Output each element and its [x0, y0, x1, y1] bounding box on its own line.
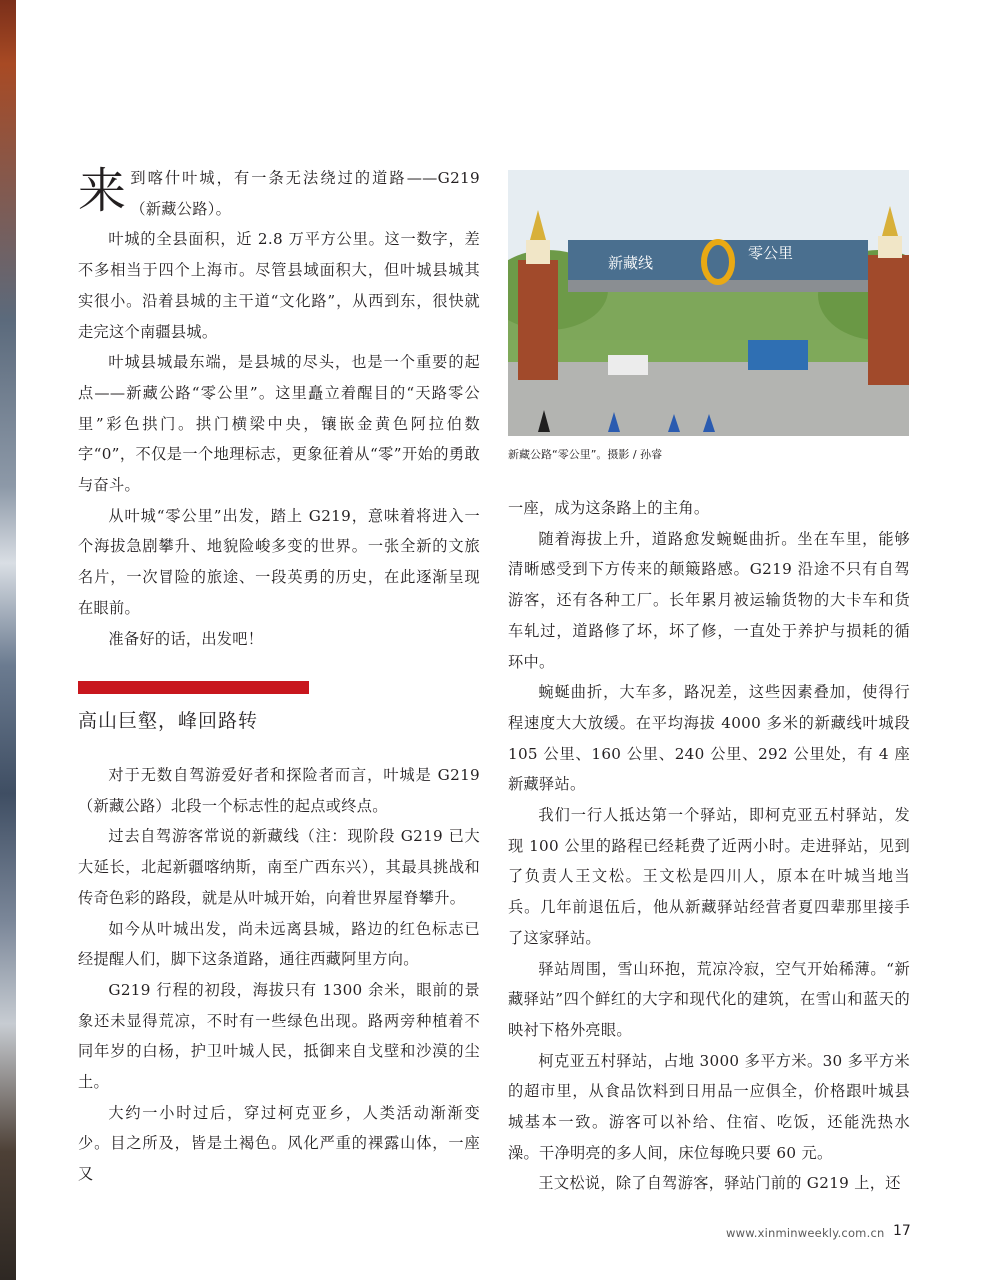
body-paragraph: 对于无数自驾游爱好者和探险者而言，叶城是 G219（新藏公路）北段一个标志性的起点或终点。 [78, 766, 480, 815]
body-paragraph: 驿站周围，雪山环抱，荒凉冷寂，空气开始稀薄。“新藏驿站”四个鲜红的大字和现代化的建筑，在雪山和蓝天的映衬下格外亮眼。 [508, 959, 910, 1039]
body-paragraph: 叶城县城最东端，是县城的尽头，也是一个重要的起点——新藏公路“零公里”。这里矗立着醒目的“天路零公里”彩色拱门。拱门横梁中央，镶嵌金黄色阿拉伯数字“0”，不仅是一个地理标志，更象征着从“零”开始的勇敢与奋斗。 [78, 353, 480, 495]
section-title: 高山巨壑，峰回路转 [78, 710, 259, 732]
opening-paragraph [78, 163, 480, 224]
body-paragraph: 如今从叶城出发，尚未远离县城，路边的红色标志已经提醒人们，脚下这条道路，通往西藏阿里方向。 [78, 919, 480, 969]
continuation-paragraph: 一座，成为这条路上的主角。 [508, 499, 710, 517]
body-paragraph: 随着海拔上升，道路愈发蜿蜒曲折。坐在车里，能够清晰感受到下方传来的颠簸路感。G219 沿途不只有自驾游客，还有各种工厂。长年累月被运输货物的大卡车和货车轧过，道路修了坏，坏了修，一直处于养护与损耗的循环中。 [508, 529, 910, 671]
opening-text: 到喀什叶城，有一条无法绕过的道路——G219（新藏公路）。 [130, 169, 480, 218]
body-paragraph: 准备好的话，出发吧！ [108, 629, 264, 648]
arch-illustration [508, 170, 909, 436]
body-paragraph: 叶城的全县面积，近 2.8 万平方公里。这一数字，差不多相当于四个上海市。尽管县域面积大，但叶城县城其实很小。沿着县城的主干道“文化路”，从西到东，很快就走完这个南疆县城。 [78, 230, 480, 341]
right-column [508, 493, 910, 1199]
body-paragraph: G219 行程的初段，海拔只有 1300 余米，眼前的景象还未显得荒凉，不时有一些绿色出现。路两旁种植着不同年岁的白杨，护卫叶城人民，抵御来自戈壁和沙漠的尘土。 [78, 980, 480, 1092]
left-edge-photo-strip [0, 0, 16, 1280]
photo-caption: 新藏公路“零公里”。摄影 / 孙睿 [508, 448, 663, 461]
zero-kilometer-arch-photo [508, 170, 909, 436]
footer-url[interactable]: www.xinminweekly.com.cn [726, 1226, 885, 1240]
page-number: 17 [893, 1223, 911, 1239]
body-paragraph: 蜿蜒曲折，大车多，路况差，这些因素叠加，使得行程速度大大放缓。在平均海拔 4000 多米的新藏线叶城段 105 公里、160 公里、240 公里、292 公里处，有 4 座新藏驿站。 [508, 683, 910, 794]
left-column [78, 163, 480, 654]
body-paragraph: 大约一小时过后，穿过柯克亚乡，人类活动渐渐变少。目之所及，皆是土褐色。风化严重的裸露山体，一座又 [78, 1103, 480, 1184]
arch-sign-right-text: 零公里 [748, 244, 794, 262]
drop-cap: 来 [78, 163, 127, 219]
body-paragraph: 王文松说，除了自驾游客，驿站门前的 G219 上，还 [538, 1174, 901, 1193]
left-column-section [78, 760, 480, 1190]
section-divider-bar [78, 681, 309, 694]
body-paragraph: 过去自驾游客常说的新藏线（注：现阶段 G219 已大大延长，北起新疆喀纳斯，南至广西东兴），其最具挑战和传奇色彩的路段，就是从叶城开始，向着世界屋脊攀升。 [78, 827, 480, 907]
body-paragraph: 柯克亚五村驿站，占地 3000 多平方米。30 多平方米的超市里，从食品饮料到日用品一应俱全，价格跟叶城县城基本一致。游客可以补给、住宿、吃饭，还能洗热水澡。干净明亮的多人间，床位每晚只要 60 元。 [508, 1051, 910, 1162]
body-paragraph: 我们一行人抵达第一个驿站，即柯克亚五村驿站，发现 100 公里的路程已经耗费了近两小时。走进驿站，见到了负责人王文松。王文松是四川人，原本在叶城当地当兵。几年前退伍后，他从新藏驿站经营者夏四辈那里接手了这家驿站。 [508, 806, 910, 947]
body-paragraph: 从叶城“零公里”出发，踏上 G219，意味着将进入一个海拔急剧攀升、地貌险峻多变的世界。一张全新的文旅名片，一次冒险的旅途、一段英勇的历史，在此逐渐呈现在眼前。 [78, 506, 480, 617]
arch-sign-left-text: 新藏线 [608, 254, 654, 272]
